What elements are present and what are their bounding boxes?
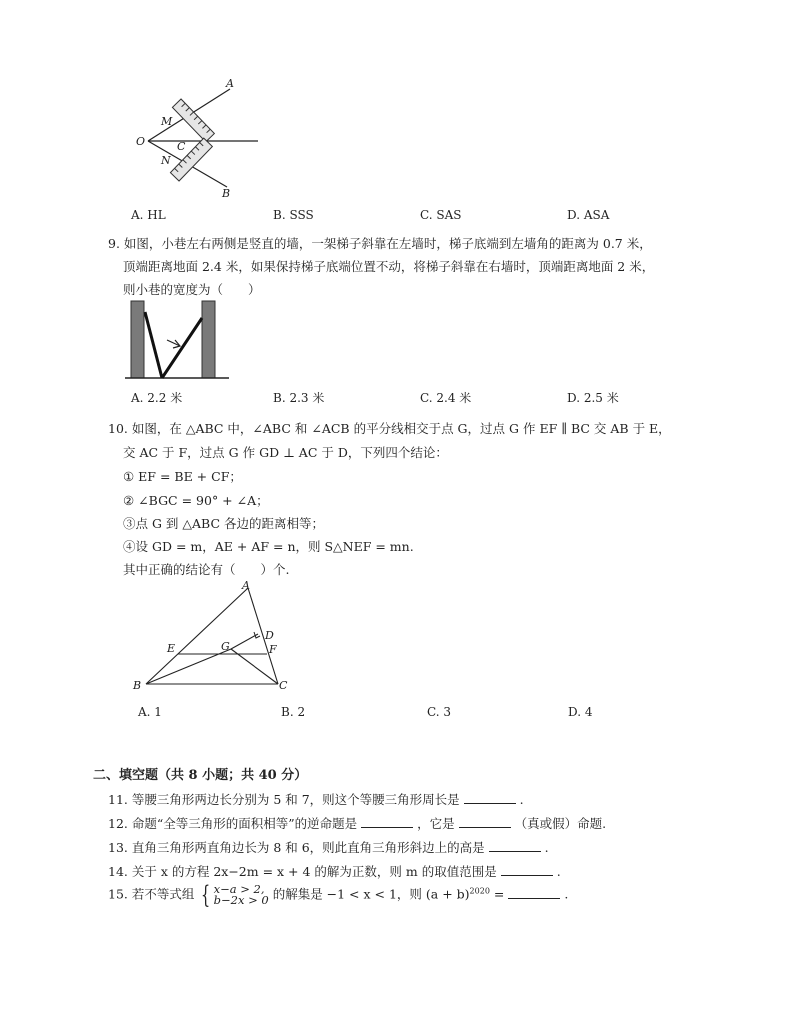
q8-option-c[interactable]: C. SAS xyxy=(420,208,462,222)
q11-answer-blank[interactable] xyxy=(464,791,516,804)
q10-label-e: E xyxy=(167,642,176,655)
q15-text-a: 15. 若不等式组 xyxy=(108,886,195,902)
q8-label-a: A xyxy=(226,77,234,90)
fill-q15 xyxy=(108,881,569,909)
q15-ineq-1: x−a > 2, xyxy=(213,882,265,896)
section-title: 二、填空题（共 8 小题；共 40 分） xyxy=(93,768,308,783)
q9-line-2: 顶端距离地面 2.4 米，如果保持梯子底端位置不动，将梯子斜靠在右墙时，顶端距离地面 2 米， xyxy=(123,259,655,274)
q15-end: . xyxy=(564,886,569,902)
q13-text: 13. 直角三角形两直角边长为 8 和 6，则此直角三角形斜边上的高是 xyxy=(108,840,485,855)
q9-option-a[interactable]: A. 2.2 米 xyxy=(131,391,183,405)
q10-conclusion-4: ④设 GD = m，AE + AF = n，则 S△NEF = mn. xyxy=(123,539,414,554)
q8-option-a[interactable]: A. HL xyxy=(131,208,166,222)
q8-option-d[interactable]: D. ASA xyxy=(567,208,610,222)
q15-text-b: 的解集是 −1 < x < 1，则 (a + b) xyxy=(272,886,470,902)
q9-line-1: 9. 如图，小巷左右两侧是竖直的墙，一架梯子斜靠在左墙时，梯子底端到左墙角的距离为 0.7 米， xyxy=(108,236,652,251)
q10-label-d: D xyxy=(265,629,274,642)
q15-brace: { xyxy=(201,881,211,909)
q10-option-a[interactable]: A. 1 xyxy=(138,705,162,719)
q10-conclusion-3: ③点 G 到 △ABC 各边的距离相等； xyxy=(123,516,325,531)
q10-label-c: C xyxy=(279,679,288,692)
q15-exponent: 2020 xyxy=(469,886,490,896)
q8-option-b[interactable]: B. SSS xyxy=(273,208,314,222)
q12-answer-blank-2[interactable] xyxy=(459,815,511,828)
fill-q12 xyxy=(108,814,606,832)
fill-q13 xyxy=(108,838,549,856)
q10-label-f: F xyxy=(269,643,277,656)
q10-figure xyxy=(128,580,298,695)
q10-label-b: B xyxy=(133,679,142,692)
q10-conclusion-1: ① EF = BE + CF； xyxy=(123,469,242,484)
q8-label-c: C xyxy=(177,140,186,153)
q15-system xyxy=(214,884,269,906)
q15-answer-blank[interactable] xyxy=(508,886,560,899)
q10-label-a: A xyxy=(242,580,250,592)
q10-ask: 其中正确的结论有（ ）个. xyxy=(123,562,290,577)
q8-label-m: M xyxy=(161,115,173,128)
q11-end: . xyxy=(519,792,524,807)
q13-answer-blank[interactable] xyxy=(489,839,541,852)
q14-answer-blank[interactable] xyxy=(501,863,553,876)
q9-option-d[interactable]: D. 2.5 米 xyxy=(567,391,619,405)
q14-text: 14. 关于 x 的方程 2x−2m = x + 4 的解为正数，则 m 的取值范围是 xyxy=(108,864,497,879)
q10-conclusion-2: ② ∠BGC = 90° + ∠A； xyxy=(123,493,269,508)
fill-q11 xyxy=(108,790,524,808)
q10-option-c[interactable]: C. 3 xyxy=(427,705,452,719)
fill-q14 xyxy=(108,862,561,880)
q15-equals: = xyxy=(493,886,505,902)
q8-label-n: N xyxy=(161,154,171,167)
q12-text-a: 12. 命题“全等三角形的面积相等”的逆命题是 xyxy=(108,816,358,831)
q14-end: . xyxy=(556,864,561,879)
q10-option-b[interactable]: B. 2 xyxy=(281,705,306,719)
q10-line-2: 交 AC 于 F，过点 G 作 GD ⊥ AC 于 D，下列四个结论： xyxy=(123,445,448,460)
q15-ineq-2: b−2x > 0 xyxy=(213,893,269,907)
q8-label-o: O xyxy=(136,135,146,148)
q12-text-b: ，它是 xyxy=(417,816,455,831)
q8-label-b: B xyxy=(222,187,231,200)
q12-text-c: （真或假）命题. xyxy=(514,816,607,831)
q10-line-1: 10. 如图，在 △ABC 中，∠ABC 和 ∠ACB 的平分线相交于点 G，过点 G 作 EF ∥ BC 交 AB 于 E， xyxy=(108,421,671,436)
q12-answer-blank-1[interactable] xyxy=(361,815,413,828)
q11-text: 11. 等腰三角形两边长分别为 5 和 7，则这个等腰三角形周长是 xyxy=(108,792,460,807)
q10-label-g: G xyxy=(221,640,230,653)
q9-line-3: 则小巷的宽度为（ ） xyxy=(123,282,261,297)
q9-option-c[interactable]: C. 2.4 米 xyxy=(420,391,472,405)
q9-figure xyxy=(125,300,235,382)
q9-option-b[interactable]: B. 2.3 米 xyxy=(273,391,325,405)
q13-end: . xyxy=(544,840,549,855)
q10-option-d[interactable]: D. 4 xyxy=(568,705,593,719)
q8-figure xyxy=(130,75,270,200)
